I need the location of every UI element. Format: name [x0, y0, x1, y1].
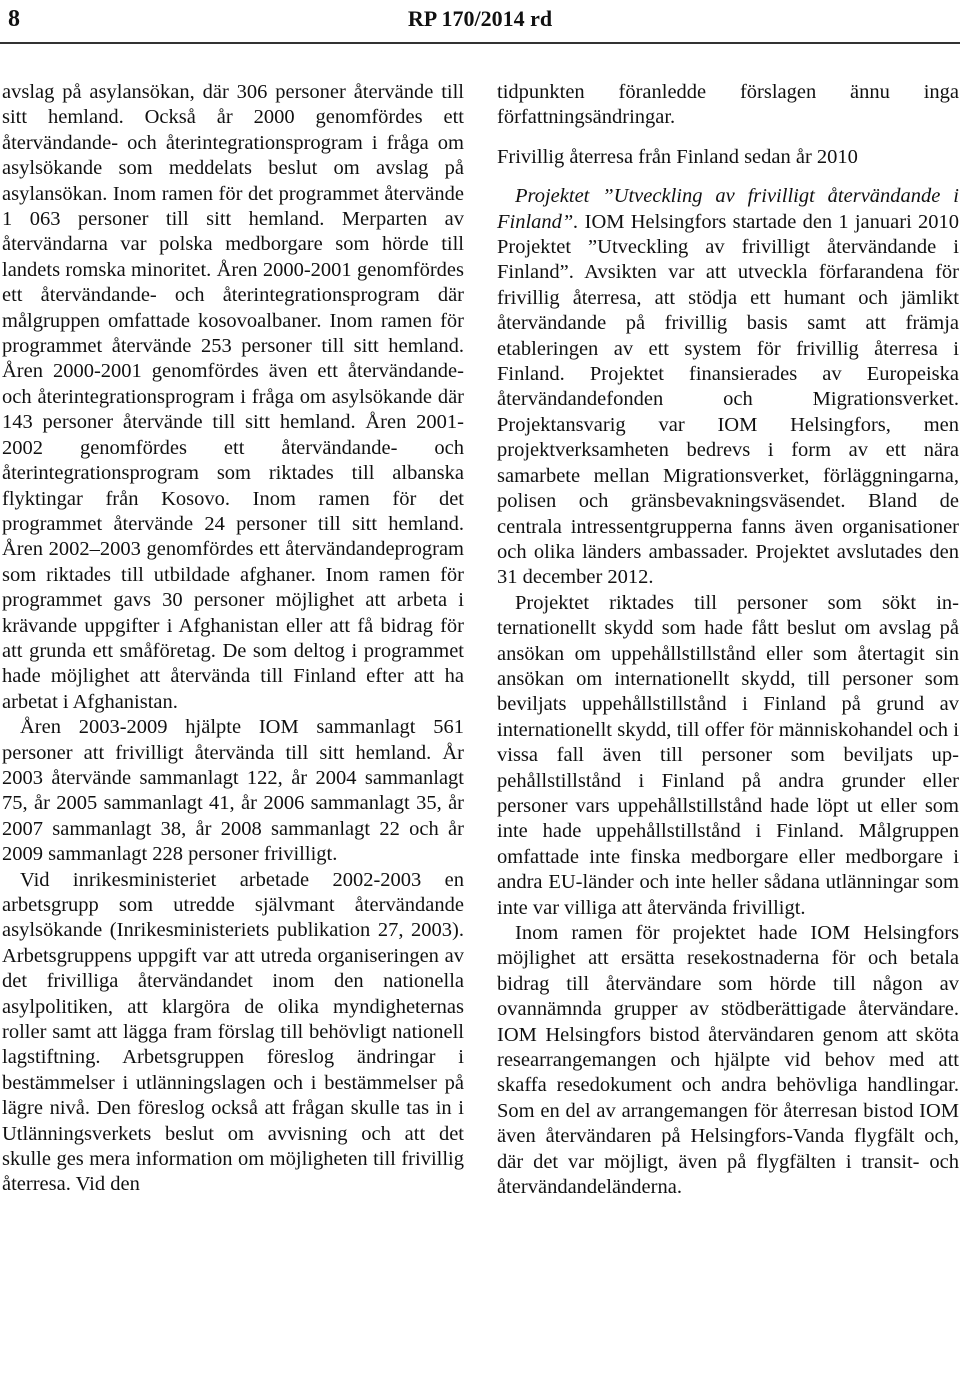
- paragraph: tidpunkten föranledde förslagen ännu inga författningsändringar.: [497, 81, 959, 129]
- right-column: [497, 80, 959, 1200]
- header-divider: [0, 42, 960, 44]
- paragraph: Inom ramen för projektet hade IOM Helsingfors möjlighet att ersätta resekostnaderna för och betala bidrag till återvändare som hörde till någon av ovannämnda grupper av stödberättigade återvändare. IOM Helsingfors bistod återvändaren genom att sköta researrangemangen och hjälpte vid behov med att skaffa resedokument och andra behövliga handlingar. Som en del av arrangemangen för återresan bistod IOM även återvändaren på Helsingfors-Vanda flygfält och, där det var möjligt, även på flygfälten i transit- och återvändandeländerna.: [497, 922, 959, 1199]
- paragraph-text: IOM Helsingfors startade den 1 januari 2010 Projektet ”Utveckling av frivilligt återvändande i Finland”. Avsikten var att utveckla förfarandena för frivillig återresa, att stödja ett humant och jämlikt återvändande på frivillig basis samt att främja etableringen av ett system för frivillig återresa i Finland. Projektet finansierades av Europeiska återvändandefonden och Migrationsverket. Projektansvarig var IOM Helsingfors, men projektverksamheten bedrevs i form av ett nära samarbete mellan Migrationsverket, förläggningarna, polisen och gränsbevakningsväsendet. Bland de centrala intressentgrupperna fanns även organisationer och olika länders ambassader. Projektet avslutades den 31 december 2012.: [497, 210, 959, 589]
- page-number: 8: [8, 6, 20, 32]
- document-reference: RP 170/2014 rd: [407, 6, 553, 31]
- left-column: [2, 80, 464, 1198]
- section-heading: Frivillig återresa från Finland sedan år 2010: [497, 145, 858, 168]
- paragraph: avslag på asylansökan, där 306 personer återvände till sitt hemland. Också år 2000 genomfördes ett återvändande- och återintegrationsprogram i fråga om asylsökande som meddelats beslut om avslag på asylansökan. Inom ramen för det programmet återvände 1 063 personer till sitt hemland. Merparten av återvändarna var polska medborgare som hörde till landets romska minoritet. Åren 2000-2001 genomfördes ett återvändande- och återintegrationsprogram där målgruppen omfattade kosovoalbaner. Inom ramen för programmet återvände 253 personer till sitt hemland. Åren 2000-2001 genomfördes även ett återvändande- och återintegrationsprogram i fråga om asylsökande där 143 personer återvände till sitt hemland. Åren 2001-2002 genomfördes ett återvändande- och återintegrationsprogram som riktades till albanska flyktingar från Kosovo. Inom ramen för det programmet återvände 24 personer till sitt hemland. Åren 2002–2003 genomfördes ett återvändandeprogram som riktades till utbildade afghaner. Inom ramen för programmet gavs 30 personer möjlighet att arbeta i krävande uppgifter i Afghanistan eller att få bidrag för att grunda ett småföretag. De som deltog i programmet hade möjlighet att återvända till Finland efter att ha arbetat i Afghanistan.: [2, 81, 464, 713]
- paragraph: [497, 184, 959, 591]
- paragraph: Vid inrikesministeriet arbetade 2002-2003 en arbetsgrupp som utredde självmant återvändande asylsökande (Inrikesministeriets publikation 27, 2003). Arbetsgruppens uppgift var att utreda organiseringen av det frivilliga återvändandet inom den nationella asylpolitiken, att klargöra de olika myndigheternas roller samt att lägga fram förslag till behövligt nationell lagstiftning. Arbetsgruppen föreslog ändringar i bestämmelser i utlänningslagen och i bestämmelser på lägre nivå. Den föreslog också att frågan skulle tas in i Utlänningsverkets beslut om avvisning och att det skulle ges mera information om möjligheten till frivillig återresa. Vid den: [2, 868, 464, 1196]
- paragraph: Projektet riktades till personer som sökt internationellt skydd som hade fått beslut om avslag på ansökan om uppehållstillstånd eller som återtagit sin ansökan om internationellt skydd, till personer som beviljats uppehållstillstånd i Finland på grund av internationellt skydd, till offer för människohandel och i vissa fall även till personer som beviljats uppehållstillstånd i Finland på andra grunder eller personer vars uppehållstillstånd hade löpt ut eller som inte hade uppehållstillstånd i Finland. Målgruppen omfattade inte finska medborgare eller medborgare i andra EU-länder och inte heller sådana utlänningar som inte var villiga att återvända frivilligt.: [497, 591, 959, 919]
- subsection-title: Projektet ”Utveckling av frivilligt återvändande i Finland”.: [497, 185, 959, 233]
- page-header: [0, 0, 960, 46]
- paragraph: Åren 2003-2009 hjälpte IOM sammanlagt 561 personer att frivilligt återvända till sitt hemland. År 2003 återvände sammanlagt 122, år 2004 sammanlagt 75, år 2005 sammanlagt 41, år 2006 sammanlagt 35, år 2007 sammanlagt 38, år 2008 sammanlagt 22 och år 2009 sammanlagt 228 personer frivilligt.: [2, 716, 464, 866]
